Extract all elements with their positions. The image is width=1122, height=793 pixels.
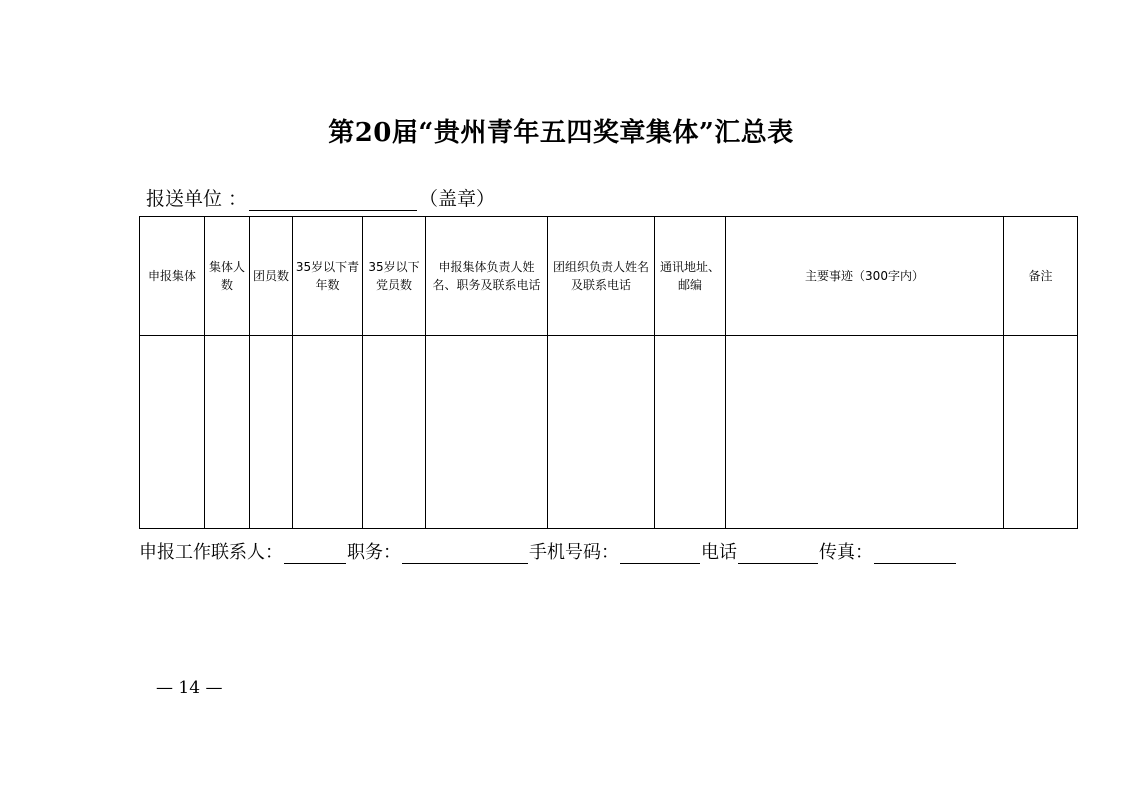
header-cell: 主要事迹（300字内） <box>726 217 1004 336</box>
contact-person-label: 申报工作联系人： <box>139 542 283 563</box>
report-unit-blank[interactable] <box>249 192 417 211</box>
table-cell[interactable] <box>140 336 205 529</box>
table-cell[interactable] <box>205 336 250 529</box>
mobile-blank[interactable] <box>620 545 700 564</box>
header-cell: 团员数 <box>250 217 293 336</box>
header-cell: 备注 <box>1004 217 1078 336</box>
report-unit-line <box>146 184 495 211</box>
seal-note: （盖章） <box>419 188 496 210</box>
table-cell[interactable] <box>293 336 363 529</box>
table-cell[interactable] <box>726 336 1004 529</box>
report-unit-label: 报送单位 ： <box>146 188 248 210</box>
fax-blank[interactable] <box>874 545 956 564</box>
header-cell: 团组织负责人姓名及联系电话 <box>548 217 655 336</box>
document-title: 第20届“贵州青年五四奖章集体”汇总表 <box>328 118 794 148</box>
table-cell[interactable] <box>548 336 655 529</box>
summary-table <box>139 216 1078 529</box>
table-cell[interactable] <box>250 336 293 529</box>
table-cell[interactable] <box>1004 336 1078 529</box>
table-header-row <box>140 217 1078 336</box>
page-number: — 14 — <box>156 678 223 698</box>
position-label: 职务： <box>347 542 401 563</box>
header-cell: 35岁以下青年数 <box>293 217 363 336</box>
header-cell: 申报集体负责人姓名、职务及联系电话 <box>426 217 548 336</box>
phone-blank[interactable] <box>738 545 818 564</box>
mobile-label: 手机号码： <box>529 542 619 563</box>
header-cell: 35岁以下党员数 <box>363 217 426 336</box>
table-row <box>140 336 1078 529</box>
header-cell: 通讯地址、邮编 <box>655 217 726 336</box>
phone-label: 电话 <box>701 542 737 563</box>
position-blank[interactable] <box>402 545 528 564</box>
contact-line <box>139 538 957 564</box>
table-cell[interactable] <box>363 336 426 529</box>
table-cell[interactable] <box>426 336 548 529</box>
contact-person-blank[interactable] <box>284 545 346 564</box>
header-cell: 集体人数 <box>205 217 250 336</box>
header-cell: 申报集体 <box>140 217 205 336</box>
fax-label: 传真： <box>819 542 873 563</box>
table-cell[interactable] <box>655 336 726 529</box>
